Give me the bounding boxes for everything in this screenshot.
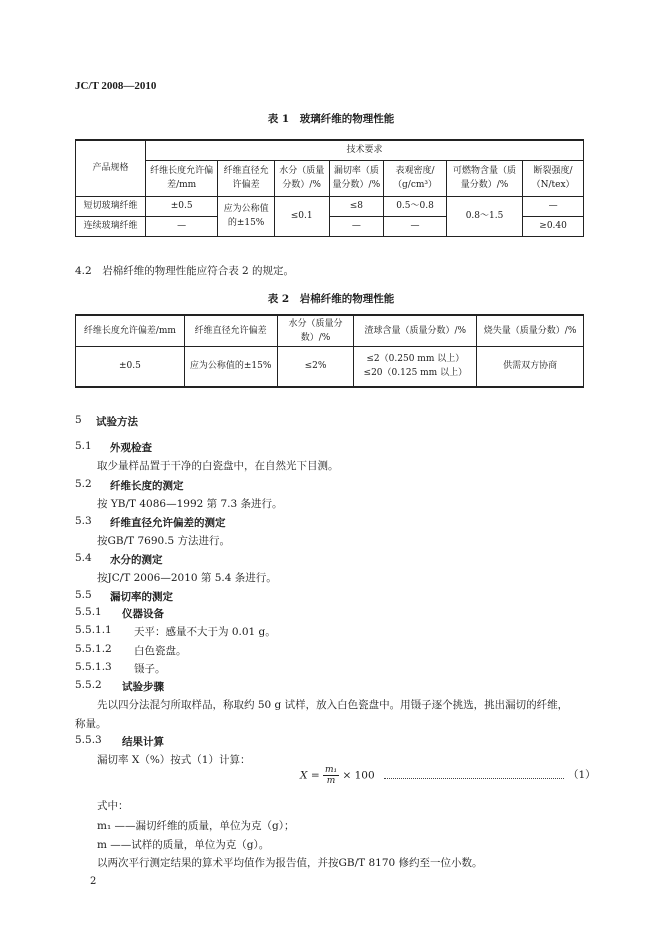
section-5-5-1-2-num: 5.5.1.2 <box>75 643 112 655</box>
table1-col-density: 表观密度/（g/cm³） <box>384 160 447 196</box>
section-5-2-text: 按 YB/T 4086—1992 第 7.3 条进行。 <box>97 498 283 510</box>
final-text: 以两次平行测定结果的算术平均值作为报告值，并按GB/T 8170 修约至一位小数。 <box>97 857 483 869</box>
section-5-title: 试验方法 <box>96 416 138 428</box>
calc-intro: 漏切率 X（%）按式（1）计算： <box>97 754 251 766</box>
table2-diameter: 应为公称值的±15% <box>184 347 277 387</box>
formula <box>300 765 375 786</box>
where-label: 式中： <box>97 800 129 812</box>
table1-col-diameter: 纤维直径允许偏差 <box>218 160 275 196</box>
table2-loss: 供需双方协商 <box>477 347 584 387</box>
table1-col-miss: 漏切率（质量分数）/% <box>329 160 384 196</box>
table1-row2-miss: — <box>329 216 384 236</box>
formula-numerator: m₁ <box>324 765 338 775</box>
table1-title: 表 1 玻璃纤维的物理性能 <box>267 113 395 125</box>
table2-title: 表 2 岩棉纤维的物理性能 <box>267 293 395 305</box>
section-5-5-title: 漏切率的测定 <box>110 591 173 603</box>
table1-header-tech: 技术要求 <box>146 140 584 160</box>
table1-col-combustible: 可燃物含量（质量分数）/% <box>446 160 522 196</box>
paragraph-4-2: 4.2 岩棉纤维的物理性能应符合表 2 的规定。 <box>75 265 295 277</box>
section-5-5-1-1-num: 5.5.1.1 <box>75 624 112 636</box>
section-5-5-1-title: 仪器设备 <box>122 608 164 620</box>
formula-label: （1） <box>568 769 596 781</box>
formula-rhs: × 100 <box>342 769 375 782</box>
section-5-3-text: 按GB/T 7690.5 方法进行。 <box>97 535 231 547</box>
section-5-4-text: 按JC/T 2006—2010 第 5.4 条进行。 <box>97 572 277 584</box>
table1-col-water: 水分（质量分数）/% <box>274 160 329 196</box>
step-text-line2: 称量。 <box>75 718 107 730</box>
step-text-line1: 先以四分法混匀所取样品，称取约 50 g 试样，放入白色瓷盘中。用镊子逐个挑选，挑出漏切的纤维， <box>97 699 569 711</box>
section-5-5-1-3-num: 5.5.1.3 <box>75 661 112 673</box>
section-5-1-text: 取少量样品置于干净的白瓷盘中，在自然光下目测。 <box>97 460 339 472</box>
table1-row2-length: — <box>146 216 218 236</box>
table2-col-water: 水分（质量分数）/% <box>277 315 354 347</box>
table1-row1-miss: ≤8 <box>329 196 384 216</box>
section-5-2-title: 纤维长度的测定 <box>110 480 184 492</box>
section-5-5-2-num: 5.5.2 <box>75 679 102 691</box>
document-code: JC/T 2008—2010 <box>75 80 157 92</box>
table2-col-loss: 烧失量（质量分数）/% <box>477 315 584 347</box>
table2-col-diameter: 纤维直径允许偏差 <box>184 315 277 347</box>
table2-shot-line1: ≤2（0.250 mm 以上） <box>366 354 465 365</box>
section-5-5-1-num: 5.5.1 <box>75 606 102 618</box>
table1-row1-name: 短切玻璃纤维 <box>76 196 146 216</box>
table2-shot-line2: ≤20（0.125 mm 以上） <box>363 368 468 379</box>
page-number: 2 <box>90 876 97 887</box>
table1-combustible: 0.8～1.5 <box>446 196 522 236</box>
table1-row1-strength: — <box>523 196 584 216</box>
section-5-num: 5 <box>75 414 82 426</box>
table2-water: ≤2% <box>277 347 354 387</box>
table1-row2-name: 连续玻璃纤维 <box>76 216 146 236</box>
section-5-3-title: 纤维直径允许偏差的测定 <box>110 517 226 529</box>
section-5-5-num: 5.5 <box>75 589 92 601</box>
table1-row1-density: 0.5～0.8 <box>384 196 447 216</box>
section-5-5-2-title: 试验步骤 <box>122 681 164 693</box>
section-5-5-3-title: 结果计算 <box>122 736 164 748</box>
table1-col-strength: 断裂强度/（N/tex） <box>523 160 584 196</box>
table1-row2-strength: ≥0.40 <box>523 216 584 236</box>
table2-col-length: 纤维长度允许偏差/mm <box>76 315 185 347</box>
table2-shot <box>354 347 477 387</box>
section-5-4-num: 5.4 <box>75 552 92 564</box>
table1-water: ≤0.1 <box>274 196 329 236</box>
table1 <box>75 139 584 237</box>
section-5-4-title: 水分的测定 <box>110 554 163 566</box>
section-5-1-num: 5.1 <box>75 440 92 452</box>
table1-diameter: 应为公称值的±15% <box>218 196 275 236</box>
section-5-3-num: 5.3 <box>75 515 92 527</box>
table1-col-length: 纤维长度允许偏差/mm <box>146 160 218 196</box>
table2 <box>75 314 584 388</box>
section-5-1-title: 外观检查 <box>110 442 152 454</box>
formula-lhs: X = <box>300 769 320 782</box>
def-m1: m₁ ——漏切纤维的质量，单位为克（g）； <box>97 820 295 832</box>
table1-row1-length: ±0.5 <box>146 196 218 216</box>
formula-fraction <box>323 765 339 786</box>
table1-header-product: 产品规格 <box>76 140 146 196</box>
section-5-5-1-1-text: 天平：感量不大于为 0.01 g。 <box>134 626 276 638</box>
section-5-5-1-2-text: 白色瓷盘。 <box>134 645 187 657</box>
section-5-5-3-num: 5.5.3 <box>75 734 102 746</box>
section-5-2-num: 5.2 <box>75 478 92 490</box>
formula-leader <box>384 770 564 779</box>
formula-denominator: m <box>326 776 336 786</box>
def-m: m ——试样的质量，单位为克（g）。 <box>97 839 270 851</box>
table2-col-shot: 渣球含量（质量分数）/% <box>354 315 477 347</box>
section-5-5-1-3-text: 镊子。 <box>134 663 166 675</box>
table2-length: ±0.5 <box>76 347 185 387</box>
table1-row2-density: — <box>384 216 447 236</box>
